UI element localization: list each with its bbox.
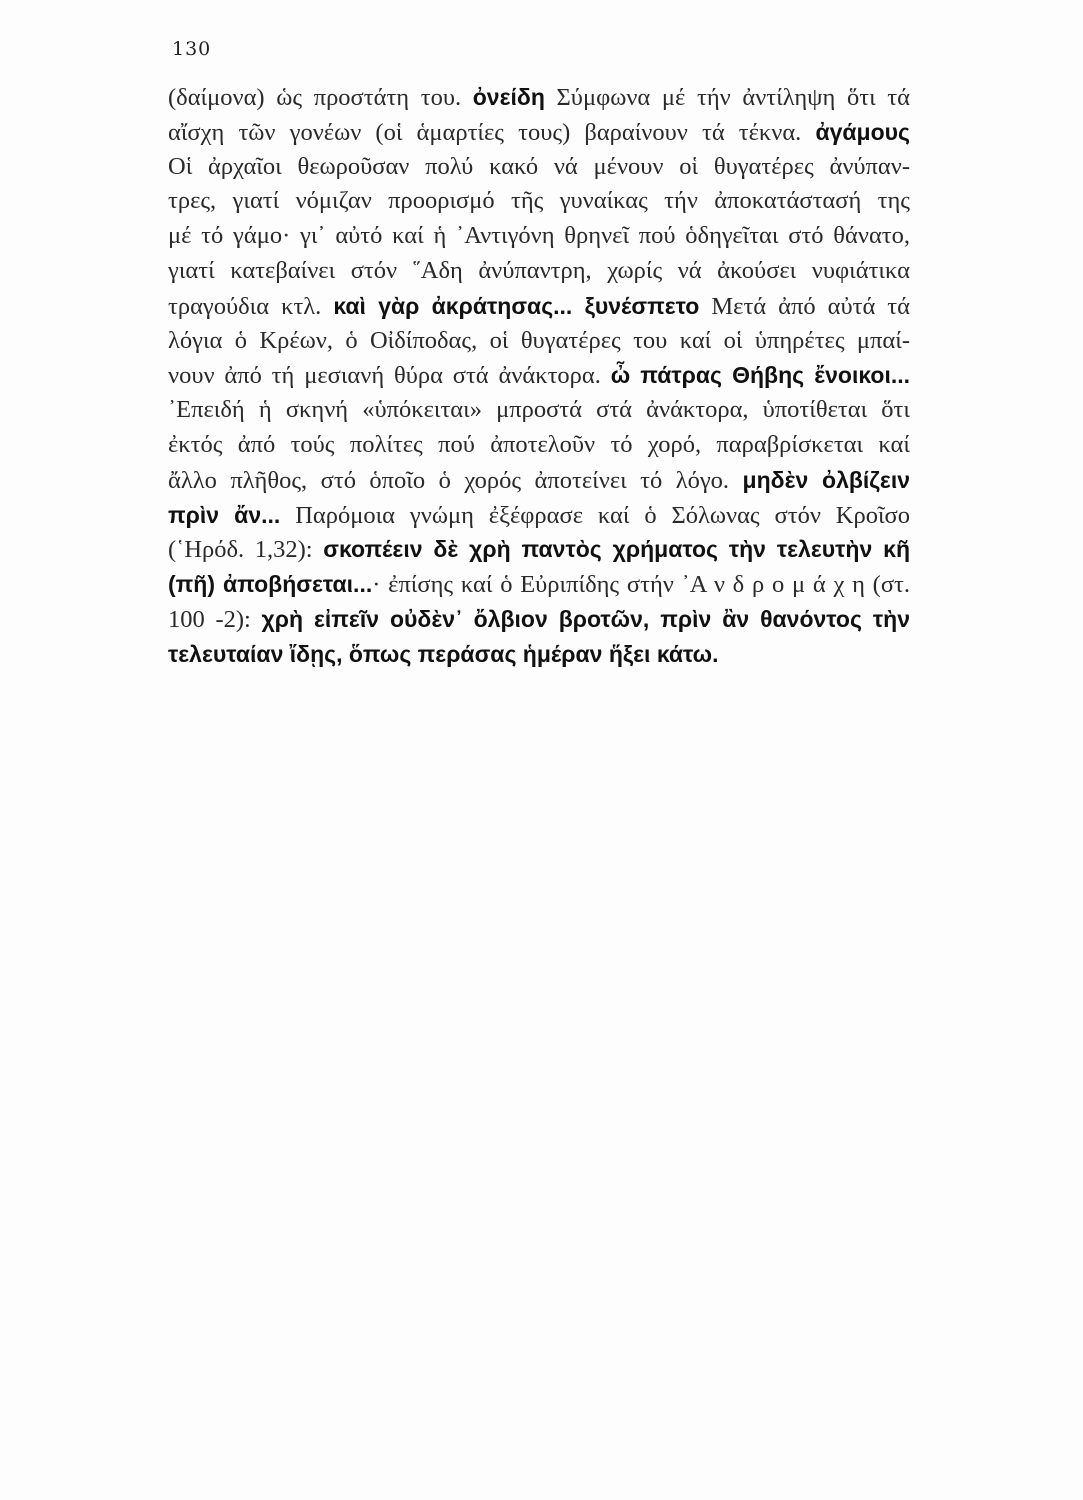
page-number: 130	[172, 38, 212, 60]
commentary-segment: τρες, γιατί νόμιζαν προορισμό τῆς γυναίκας τήν ἀποκατάστασή της	[168, 187, 910, 215]
commentary-segment: · ἐπίσης καί ὁ Εὐριπίδης στήν ᾽Α ν δ ρ ο μ ά χ η (στ.	[372, 571, 911, 599]
text-line	[168, 289, 910, 324]
commentary-segment: ᾽Επειδή ἡ σκηνή «ὑπόκειται» μπροστά στά ἀνάκτορα, ὑποτίθεται ὅτι	[168, 396, 910, 424]
lemma-quote: πρὶν ἄν...	[168, 501, 281, 528]
text-line	[168, 115, 910, 150]
text-line	[168, 637, 910, 672]
commentary-segment: αἴσχη τῶν γονέων (οἱ ἁμαρτίες τους) βαραίνουν τά τέκνα.	[168, 118, 816, 146]
text-line	[168, 428, 910, 463]
text-line	[168, 219, 910, 254]
commentary-segment: τραγούδια κτλ.	[168, 292, 334, 320]
text-line	[168, 393, 910, 428]
text-line	[168, 463, 910, 498]
lemma-quote: χρὴ εἰπεῖν οὐδὲν᾽ ὄλβιον βροτῶν, πρὶν ἂν θανόντος τὴν	[261, 605, 911, 632]
commentary-segment: μέ τό γάμο· γι᾽ αὐτό καί ἡ ᾽Αντιγόνη θρηνεῖ πού ὁδηγεῖται στό θάνατο,	[168, 222, 910, 250]
text-line	[168, 602, 910, 637]
commentary-segment: (῾Ηρόδ. 1,32):	[168, 536, 324, 564]
lemma-quote: (πῆ) ἀποβήσεται...	[168, 571, 373, 598]
commentary-segment: Οἱ ἀρχαῖοι θεωροῦσαν πολύ κακό νά μένουν οἱ θυγατέρες ἀνύπαν-	[168, 152, 910, 180]
text-line	[168, 150, 910, 185]
commentary-segment: λόγια ὁ Κρέων, ὁ Οἰδίποδας, οἱ θυγατέρες του καί οἱ ὑπηρέτες μπαί-	[168, 326, 910, 354]
commentary-text	[168, 80, 910, 672]
commentary-segment: γιατί κατεβαίνει στόν ῞Αδη ἀνύπαντρη, χωρίς νά ἀκούσει νυφιάτικα	[168, 256, 910, 284]
text-line	[168, 184, 910, 219]
lemma-quote: ὦ πάτρας Θήβης ἔνοικοι...	[610, 362, 911, 389]
lemma-quote: καὶ γὰρ ἀκράτησας... ξυνέσπετο	[333, 292, 700, 319]
commentary-segment: Μετά ἀπό αὐτά τά	[699, 292, 910, 320]
lemma-quote: ὀνείδη	[472, 84, 545, 110]
commentary-segment: Παρόμοια γνώμη ἐξέφρασε καί ὁ Σόλωνας στόν Κροῖσο	[280, 501, 911, 529]
lemma-quote: σκοπέειν δὲ χρὴ παντὸς χρήματος τὴν τελευτὴν κῆ	[323, 536, 910, 563]
lemma-quote: ἀγάμους	[815, 118, 910, 145]
lemma-quote: μηδὲν ὀλβίζειν	[742, 466, 910, 493]
commentary-segment: (δαίμονα) ὡς προστάτη του.	[168, 84, 473, 111]
commentary-segment: ἐκτός ἀπό τούς πολίτες πού ἀποτελοῦν τό χορό, παραβρίσκεται καί	[168, 430, 910, 458]
commentary-segment: ἄλλο πλῆθος, στό ὁποῖο ὁ χορός ἀποτείνει τό λόγο.	[168, 466, 743, 494]
text-line	[168, 358, 910, 393]
commentary-segment: 100 -2):	[168, 605, 262, 633]
text-line	[168, 324, 910, 359]
text-line	[168, 567, 910, 602]
commentary-segment: νουν ἀπό τή μεσιανή θύρα στά ἀνάκτορα.	[168, 362, 611, 390]
text-line	[168, 80, 910, 115]
text-line	[168, 532, 910, 567]
lemma-quote: τελευταίαν ἴδῃς, ὅπως περάσας ἡμέραν ἥξει κάτω.	[168, 640, 719, 667]
text-line	[168, 498, 910, 533]
text-line	[168, 254, 910, 289]
commentary-segment: Σύμφωνα μέ τήν ἀντίληψη ὅτι τά	[544, 84, 910, 111]
